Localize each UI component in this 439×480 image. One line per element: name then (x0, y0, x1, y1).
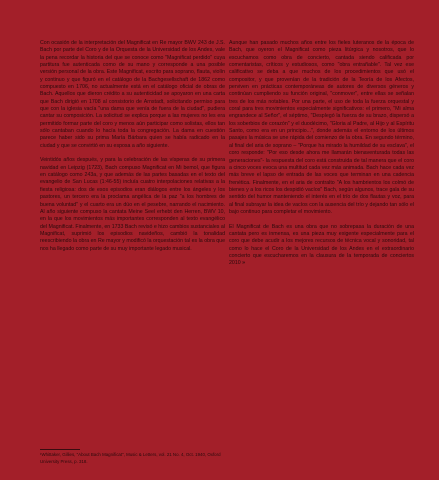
left-text-column (40, 40, 225, 260)
right-text-column (229, 40, 414, 275)
footnote-divider (40, 449, 80, 450)
right-paragraph-2 (229, 224, 414, 268)
right-paragraph-2-text: El Magnificat de Bach es una obra que no sobrepasa la duración de una cantata pero es inmensa, es una pieza muy exigente especialmente para el coro que debe acudir a los mejores recursos de técnica vocal y sonoridad, tal como lo hace el Coro de la Universidad de los Andes en el extraordinario concierto que escucharemos en la clausura de la temporada de conciertos 2010 (229, 223, 414, 267)
left-paragraph-1: Con ocasión de la interpretación del Magnificat en Re mayor BWV 243 de J.S. Bach por parte del Coro y de la Orquesta de la Universidad de los Andes, vale la pena recordar la historia del que se conoce como "Magnificat perdido" cuya partitura fue autenticada como de su mano y corresponde a una posible versión personal de la obra. Este Magnificat, escrito para soprano, flauta, violín y continuo y que figuró en el catálogo de la Bachgesellschaft de 1862 como compuesto en 1706, no actualmente está en el catálogo oficial de obras de Bach. Aquellos que dieron crédito a su autenticidad se apoyaron en una carta que Bach dirigió en 1708 al consistorio de Arnstadt, solicitando permiso para que con la iglesia vacía "una dama que venía de fuera de la ciudad", pudiera cantar su composición. La solicitud se explica porque a las mujeres no les era permitido formar parte del coro y menos aún participar como solistas, ellos tan sólo cantaban cuando lo hacía toda la congregación. La dama en cuestión parece haber sido su prima María Bárbara quien se había radicado en la ciudad y que se convirtió en su esposa a año siguiente. (40, 40, 225, 149)
right-paragraph-1: Aunque han pasado muchos años entre los fieles luteranos de la época de Bach, que oyeron el Magnificat como pieza litúrgica y nosotros, que lo escuchamos como obra de concierto, cantada siendo calificada por comentaristas, críticos y estudiosos, como "obra entrañable". Tal vez ese calificativo se deba a que muchos de los procedimientos que usó el compositor, y que provenían de la tradición de la Teoría de los Afectos, perviven en prácticas contemporáneas de autores de diversos géneros y continúan cumpliendo su función original, "conmover", entre ellas se señalan tres de los más notables. Por una parte, el uso de toda la fuerza orquestal y coral para tres movimientos especialmente significativos: el primero, "Mi alma engrandece al Señor", el séptimo, "Desplegó la fuerza de su brazo, dispersó a los soberbios de corazón" y el duodécimo, "Gloria al Padre, al Hijo y al Espíritu Santo, como era en un principio...", donde además el entorno de los últimos pasajes la música se une rápida del comienzo de la obra. En segundo término, al final del aria de soprano – "Porque ha mirado la humildad de su esclava", el coro responde: "Por eso desde ahora me llamarán bienaventurada todas las generaciones"- la respuesta del coro está construida de tal manera que el coro a cinco voces evoca una multitud cada vez más animada. Bach hace cada vez más breve el lapso de entrada de las voces que terminan en una cadencia frenética. Finalmente, en el aria de contralto "A los hambrientos los colmó de bienes y a los ricos los despidió vacíos" Bach, según algunos, trace gala de su sentido del humor manteniendo el interés en el trío de dos flautas y voz, para al final subrayar la idea de vacíos con la ausencia del trío y dejando tan sólo el bajo continuo para completar el movimiento. (229, 40, 414, 215)
left-paragraph-2: Veintidós años después, y para la celebración de las vísperas de su primera navidad en Leipzig (1723), Bach compuso Magnificat en Mi bemol, que figura en catálogo como 243a, y que además de las partes basadas en el texto del evangelio de San Lucas (1:46-55) incluía cuatro interpolaciones relativas a la fiesta religiosa: dos de esos episodios eran diálogos entre los ángeles y los pastores, un tercero era la proclama angélica de la paz "a los hombres de buena voluntad" y el cuarto era un dúo en el pesebre, narrando el nacimiento. Al año siguiente compuso la cantata Meine Seel erhebt den Herren, BWV 10, en la que los movimientos más importantes corresponden al texto evangélico del Magnificat. Finalmente, en 1733 Bach revisó e hizo cambios sustanciales al Magnificat, suprimió los episodios navideños, cambió la tonalidad reescribiendo la obra en Re mayor y modificó la orquestación tal es la obra que nos ha llegado como parte de su muy importante legado musical. (40, 157, 225, 252)
footnote: ¹Whittaker, Gillies, "About Bach Magnificat", Music & Letters, vol. 21 No. 4, Oct. 1940, Oxford University Press, p. 318. (40, 452, 221, 464)
end-of-article-mark: » (242, 260, 246, 267)
